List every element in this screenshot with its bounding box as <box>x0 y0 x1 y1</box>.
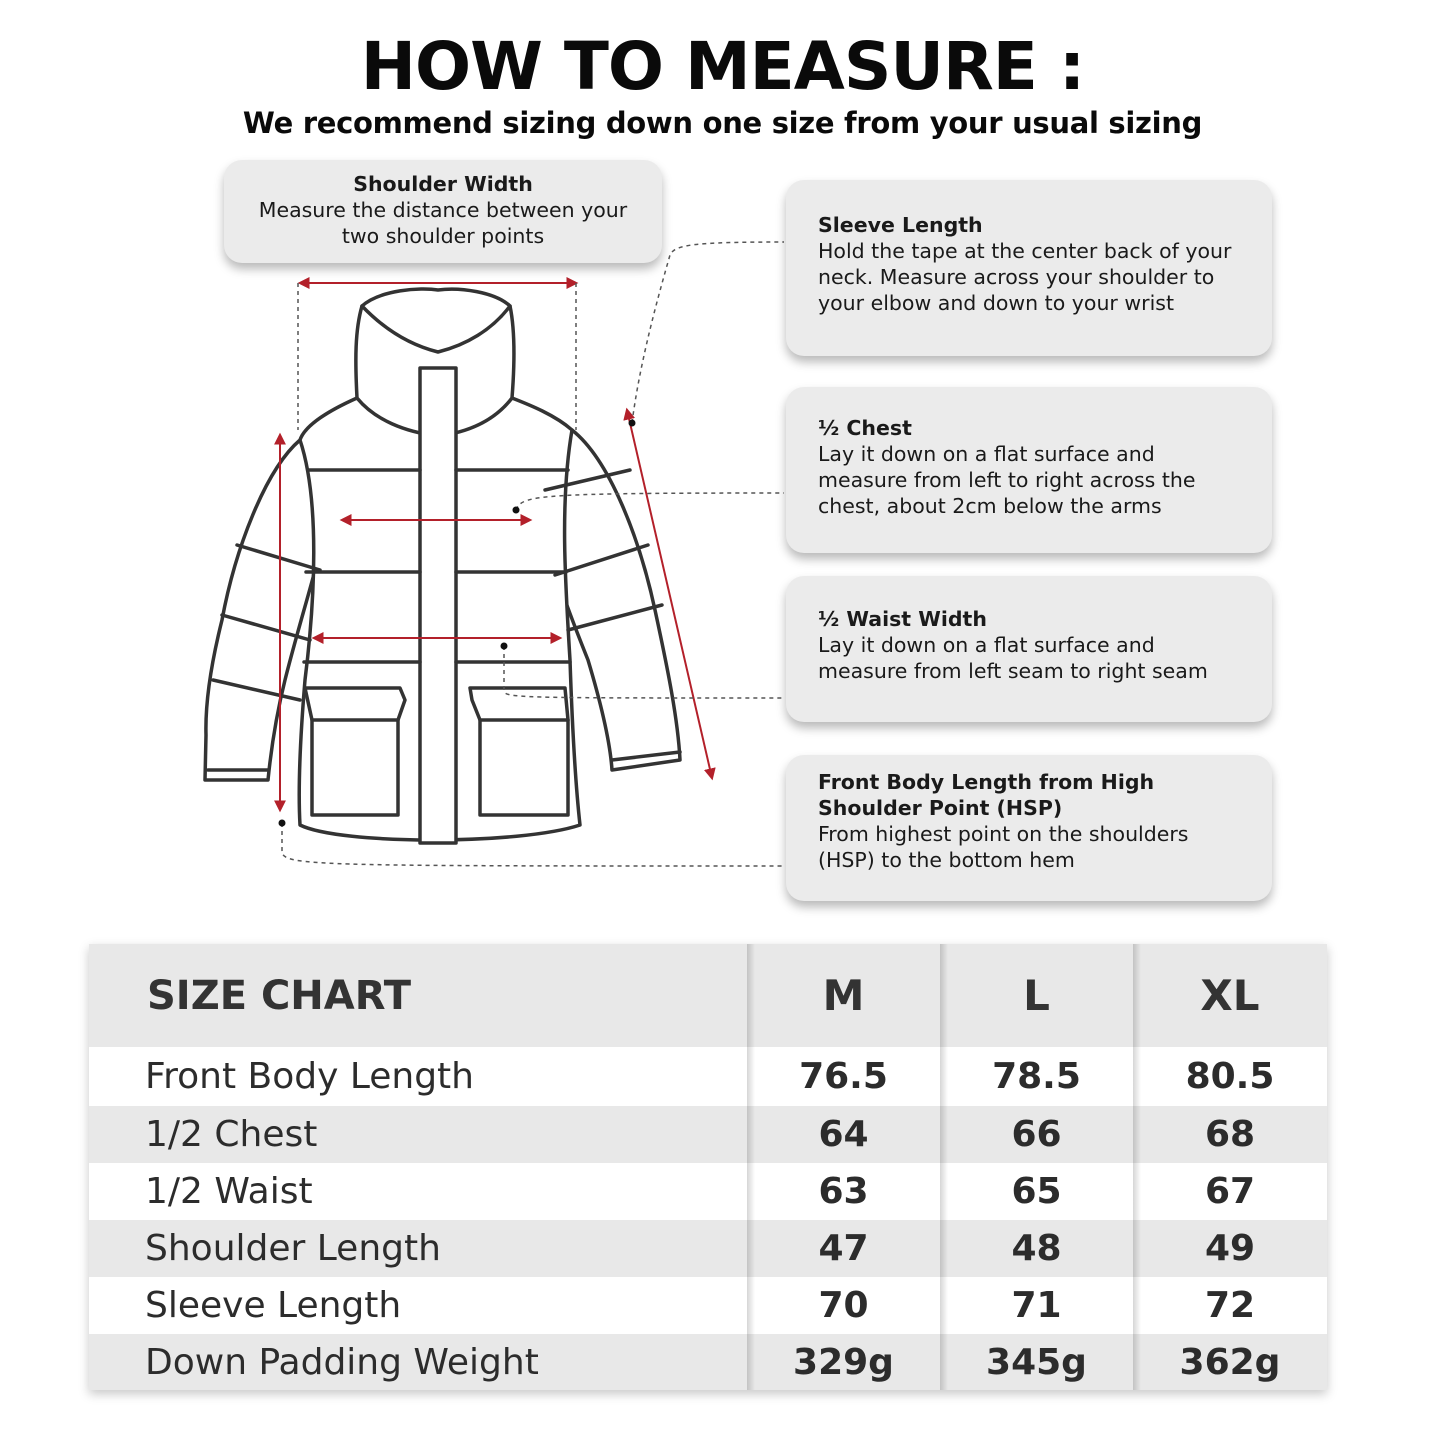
column-divider <box>1133 944 1141 1390</box>
column-divider <box>747 944 755 1390</box>
row-label: Front Body Length <box>145 1056 474 1097</box>
half-chest-card <box>786 387 1272 553</box>
value-m: 329g <box>793 1341 894 1383</box>
table-row <box>89 1163 1327 1220</box>
row-label: 1/2 Chest <box>145 1114 318 1155</box>
row-label: Down Padding Weight <box>145 1341 539 1383</box>
half-chest-line-3: chest, about 2cm below the arms <box>818 494 1162 518</box>
front-body-length-card <box>786 755 1272 901</box>
sleeve-length-line-3: your elbow and down to your wrist <box>818 291 1174 315</box>
table-row <box>89 1334 1327 1390</box>
value-xl: 67 <box>1204 1171 1256 1212</box>
value-m: 64 <box>818 1114 869 1155</box>
value-m: 76.5 <box>799 1056 888 1097</box>
sleeve-length-line-1: Hold the tape at the center back of your <box>818 239 1232 263</box>
value-l: 78.5 <box>992 1056 1081 1097</box>
table-row <box>89 1047 1327 1106</box>
size-chart-table <box>89 944 1327 1390</box>
half-chest-title: ½ Chest <box>818 416 912 440</box>
sleeve-length-line-2: neck. Measure across your shoulder to <box>818 265 1215 289</box>
page-title: HOW TO MEASURE : <box>360 28 1085 105</box>
table-row <box>89 1277 1327 1334</box>
value-l: 66 <box>1011 1114 1062 1155</box>
front-body-length-line-2: (HSP) to the bottom hem <box>818 848 1075 872</box>
value-xl: 362g <box>1179 1341 1281 1383</box>
half-chest-line-2: measure from left to right across the <box>818 468 1196 492</box>
value-xl: 80.5 <box>1185 1056 1275 1097</box>
table-row <box>89 1106 1327 1163</box>
value-xl: 72 <box>1204 1285 1256 1326</box>
half-chest-line-1: Lay it down on a flat surface and <box>818 442 1155 466</box>
row-label: Shoulder Length <box>145 1228 441 1269</box>
size-header-xl: XL <box>1200 971 1260 1020</box>
value-l: 71 <box>1011 1285 1062 1326</box>
column-divider <box>940 944 948 1390</box>
value-m: 47 <box>818 1228 869 1269</box>
half-waist-title: ½ Waist Width <box>818 607 987 631</box>
shoulder-width-line-2: two shoulder points <box>341 224 545 248</box>
size-chart-title: SIZE CHART <box>147 972 412 1019</box>
value-l: 48 <box>1011 1228 1062 1269</box>
size-header-m: M <box>822 971 865 1020</box>
row-label: Sleeve Length <box>145 1285 402 1326</box>
sleeve-length-card <box>786 180 1272 356</box>
value-l: 65 <box>1011 1171 1062 1212</box>
front-body-length-line-1: From highest point on the shoulders <box>818 822 1189 846</box>
half-waist-line-2: measure from left seam to right seam <box>818 659 1208 683</box>
size-chart-header-row <box>89 944 1327 1047</box>
value-xl: 49 <box>1204 1228 1256 1269</box>
front-body-length-title-1: Front Body Length from High <box>818 770 1155 794</box>
front-body-length-title-2: Shoulder Point (HSP) <box>818 796 1063 820</box>
value-l: 345g <box>986 1341 1087 1383</box>
page-subtitle: We recommend sizing down one size from your usual sizing <box>242 106 1203 140</box>
size-header-l: L <box>1023 971 1050 1020</box>
jacket-outline <box>205 289 680 843</box>
table-row <box>89 1220 1327 1277</box>
shoulder-width-line-1: Measure the distance between your <box>258 198 628 222</box>
half-waist-card <box>786 576 1272 722</box>
half-waist-line-1: Lay it down on a flat surface and <box>818 633 1155 657</box>
value-xl: 68 <box>1204 1114 1256 1155</box>
row-label: 1/2 Waist <box>145 1171 313 1212</box>
sleeve-length-title: Sleeve Length <box>818 213 983 237</box>
value-m: 70 <box>818 1285 869 1326</box>
shoulder-width-title: Shoulder Width <box>353 172 533 196</box>
shoulder-width-card <box>224 160 662 263</box>
value-m: 63 <box>818 1171 869 1212</box>
